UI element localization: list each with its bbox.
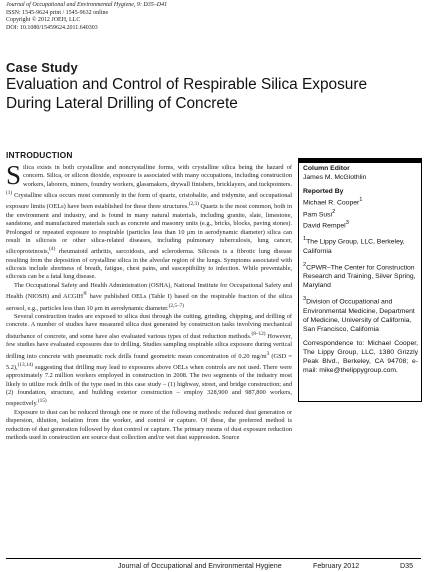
- paragraph-text: Crystalline silica occurs most commonly in the form of quartz, cristobalite, and tridymite, and occupational exposure limits (OELs) have been established for these three structures.: [6, 192, 292, 211]
- affiliation-mark: 1: [303, 236, 307, 243]
- affiliation-mark: 1: [359, 197, 363, 204]
- doi-line: DOI: 10.1080/15459624.2011.640303: [6, 24, 98, 31]
- affiliation-mark: 3: [345, 220, 349, 226]
- citation-ref: (2,3): [188, 201, 199, 208]
- paragraph-3: [6, 313, 292, 409]
- author-line: [303, 219, 418, 230]
- citation-ref: (4): [49, 246, 56, 253]
- column-editor-name: James M. McGlothlin: [303, 174, 367, 182]
- author-line: [303, 196, 418, 207]
- paragraph-text: rheumatoid arthritis, sarcoidosis, and scleroderma. Silicosis is a fibrotic lung disease resulting from the deposition of crystalline silica in the alveolar region of the lungs. Symptoms associated with silicosis include shortness of breath, fatigue, chest pains, and susceptibility to infection. While preventable, silicosis can be a fatal lung disease.: [6, 248, 292, 281]
- affiliation-text: Division of Occupational and Environmental Medicine, Department of Medicine, University of California, San Francisco, California: [303, 298, 415, 333]
- editor-info-box: [298, 158, 422, 402]
- affiliation-3: [303, 295, 418, 334]
- unit-exponent: 3: [266, 350, 270, 357]
- affiliation-mark: 3: [303, 296, 307, 303]
- footer-journal-name: Journal of Occupational and Environmental Hygiene: [118, 562, 282, 570]
- drop-cap: S: [6, 160, 22, 190]
- citation-ref: (8–12): [251, 330, 266, 337]
- article-body: [6, 160, 292, 442]
- footer-rule: [6, 558, 421, 559]
- journal-citation: Journal of Occupational and Environmental Hygiene, 9: D35–D41: [6, 2, 168, 8]
- citation-ref: (1): [6, 190, 13, 197]
- affiliation-mark: 2: [303, 261, 307, 268]
- citation-ref: (15): [37, 398, 47, 405]
- page-footer: [0, 558, 427, 571]
- copyright-line: Copyright © 2012 JOEH, LLC: [6, 17, 81, 24]
- author-name: David Rempel: [303, 222, 346, 230]
- introduction-heading: INTRODUCTION: [6, 150, 73, 160]
- correspondence-note: Correspondence to: Michael Cooper, The Lippy Group, LLC, 1380 Grizzly Peak Blvd., Berkeley, CA 94708; e-mail: mike@thelippygroup.com.: [303, 340, 418, 375]
- case-study-label: Case Study: [6, 60, 78, 75]
- paragraph-text: (GSD = 5.2),: [6, 352, 292, 372]
- journal-header: [6, 2, 306, 32]
- paragraph-text: Several construction trades are exposed to silica dust through the cutting, grinding, chipping, and drilling of concrete. A number of studies have measured silica dust generated by construction tasks involving mechanical disturbance of concrete, and some have also evaluated various types of dust reduction methods.: [6, 313, 292, 340]
- author-name: Michael R. Cooper: [303, 199, 360, 207]
- affiliation-2: [303, 261, 418, 291]
- paragraph-text: However, few studies have evaluated exposures due to drilling. Studies sampling respirable silica exposure during vertical drilling into concrete with pneumatic rock drills found geometric mean concentration of 0.20 mg/m: [6, 332, 292, 360]
- registered-mark: ®: [83, 291, 88, 298]
- paragraph-text: ilica exists in both crystalline and noncrystalline forms, with crystalline silica being the hazard of concern. Silica, or silicon dioxide, exposure is associated with many occupations, including construction workers, laborers, miners, foundry workers, glassmakers, drywall finishers, bricklayers, and tuckpointers.: [23, 164, 292, 188]
- paragraph-text: have published OELs (Table I) based on the respirable fraction of the silica aerosol, e.g., particles less than 10 μm in aerodynamic diameter.: [6, 293, 292, 312]
- affiliation-text: The Lippy Group, LLC, Berkeley, California: [303, 238, 405, 255]
- reported-by-heading: Reported By: [303, 188, 344, 196]
- affiliation-text: CPWR–The Center for Construction Research and Training, Silver Spring, Maryland: [303, 264, 416, 290]
- paragraph-2: [6, 282, 292, 313]
- citation-ref: (2,5–7): [168, 302, 185, 309]
- paragraph-text: The Occupational Safety and Health Administration (OSHA), National Institute for Occupational Safety and Health (NIOSH) and ACGIH: [6, 281, 292, 301]
- paragraph-4: [6, 409, 292, 442]
- paragraph-1: [6, 160, 292, 282]
- affiliation-mark: 2: [332, 208, 336, 215]
- paragraph-text: Exposure to dust can be reduced through one or more of the following methods: reduced dust generation or dispersion, dilution, isolation from the worker, and control or capture. Of these, the preferred method is reduction of dust generation followed by dust control or capture. The primary means of dust exposure reduction methods used in construction are source dust collection and/or wet dust suppression. Source: [6, 408, 292, 441]
- paragraph-text: suggesting that drilling may lead to exposures above OELs when controls are not used. There were approximately 7.2 million workers employed in construction in 2008. The two segments of the industry most likely to utilize rock drills of the type used in this case study – (1) highway, street, and bridge construction; and (2) foundation, structure, and building exterior construction – employ 328,900 and 987,800 workers, respectively.: [6, 364, 292, 408]
- article-title: Evaluation and Control of Respirable Silica Exposure During Lateral Drilling of Concrete: [6, 76, 368, 112]
- footer-issue-date: February 2012: [313, 562, 360, 570]
- issn-line: ISSN: 1545-9624 print / 1545-9632 online: [6, 9, 109, 16]
- footer-page-number: D35: [400, 562, 414, 570]
- author-line: [303, 208, 418, 219]
- column-editor-heading: Column Editor: [303, 165, 350, 172]
- author-name: Pam Susi: [303, 210, 333, 218]
- affiliation-1: [303, 235, 418, 255]
- citation-ref: (13,14): [17, 361, 34, 368]
- paragraph-text: Quartz is the most common, both in the environment and industry, and is found in many natural materials, including granite, slate, limestone, sandstone, and manufactured materials such as concrete and masonry units (e.g., bricks, blocks, paving stones). Prolonged or repeated exposure to respirable (particles less than 10 μm in aerodynamic diameter) silica can result in silicosis or other silica-related diseases, including pulmonary tuberculosis, lung cancer, silicoproteinosis,: [6, 203, 292, 256]
